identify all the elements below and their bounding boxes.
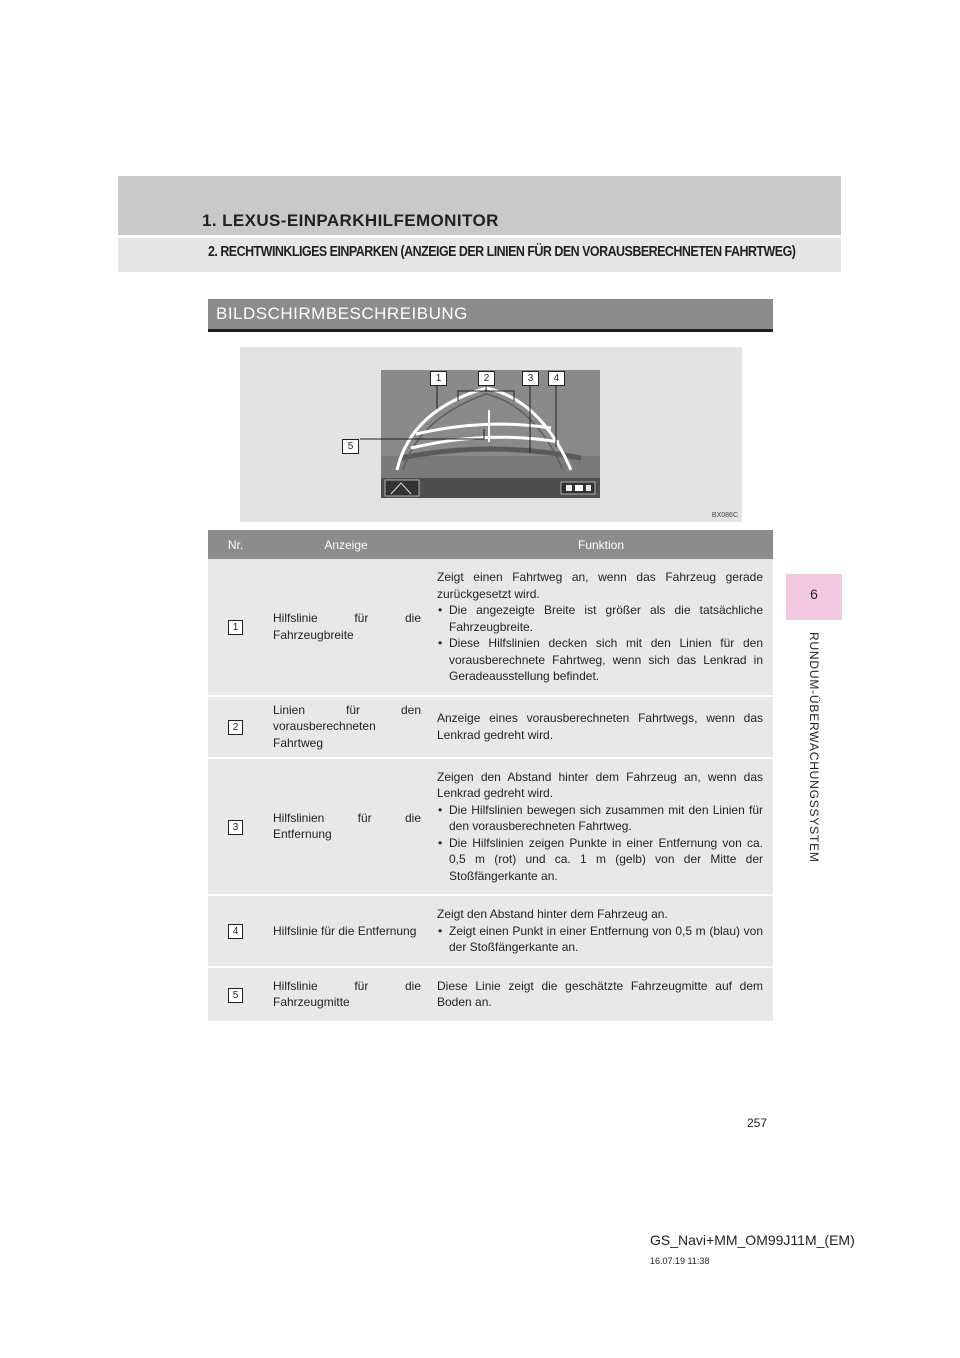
row-anzeige: Hilfslinie für die Fahrzeugmitte [263, 967, 429, 1022]
row-number: 2 [228, 720, 243, 735]
header-anzeige: Anzeige [263, 530, 429, 559]
row-funktion: Zeigt einen Fahrtweg an, wenn das Fahrzeug gerade zurückgesetzt wird. [437, 570, 763, 601]
row-number: 5 [228, 988, 243, 1003]
bullet-item: • Zeigt einen Punkt in einer Entfernung von 0,5 m (blau) von der Stoßfängerkante an. [437, 923, 763, 956]
callout-5: 5 [342, 439, 359, 454]
row-number: 3 [228, 820, 243, 835]
row-funktion: Zeigt den Abstand hinter dem Fahrzeug an. [437, 907, 668, 921]
row-anzeige: Linien für den vorausberechneten Fahrtweg [263, 696, 429, 758]
page-number: 257 [747, 1116, 768, 1130]
header-nr: Nr. [208, 530, 263, 559]
table-row [208, 559, 773, 696]
callout-1: 1 [430, 371, 447, 386]
chapter-tab-number: 6 [810, 586, 818, 602]
bullet-item: • Die Hilfslinien bewegen sich zusammen mit den Linien für den vorausberechneten Fahrtweg. [437, 802, 763, 835]
row-anzeige: Hilfslinie für die Entfernung [263, 895, 429, 967]
bullet-item: • Die angezeigte Breite ist größer als die tatsächliche Fahrzeugbreite. [437, 602, 763, 635]
row-number: 1 [228, 620, 243, 635]
figure-code: BX086C [711, 512, 738, 519]
table-row [208, 895, 773, 967]
parking-monitor-figure [240, 347, 742, 522]
row-funktion: Zeigen den Abstand hinter dem Fahrzeug an, wenn das Lenkrad gedreht wird. [437, 769, 763, 800]
box-heading-title: BILDSCHIRMBESCHREIBUNG [216, 304, 468, 323]
row-funktion: Anzeige eines vorausberechneten Fahrtwegs, wenn das Lenkrad gedreht wird. [429, 696, 773, 758]
header-divider [118, 235, 841, 238]
document-date: 16.07.19 11:38 [650, 1256, 710, 1266]
section-title: 2. RECHTWINKLIGES EINPARKEN (ANZEIGE DER LINIEN FÜR DEN VORAUSBERECHNETEN FAHRTWEG) [208, 244, 796, 260]
header-funktion: Funktion [429, 530, 773, 559]
chapter-title: 1. LEXUS-EINPARKHILFEMONITOR [202, 211, 499, 230]
table-row [208, 967, 773, 1022]
row-anzeige: Hilfslinie für die Fahrzeugbreite [263, 559, 429, 696]
row-anzeige: Hilfslinien für die Entfernung [263, 758, 429, 896]
table-header-row [208, 530, 773, 559]
callout-3: 3 [522, 371, 539, 386]
row-funktion: Diese Linie zeigt die geschätzte Fahrzeugmitte auf dem Boden an. [429, 967, 773, 1022]
callout-2: 2 [478, 371, 495, 386]
table-row [208, 758, 773, 896]
chapter-tab-label: RUNDUM-ÜBERWACHUNGSSYSTEM [807, 632, 821, 863]
box-heading [208, 299, 773, 332]
bullet-item: • Diese Hilfslinien decken sich mit den Linien für den vorausberechnete Fahrtweg, wenn sich das Lenkrad in Geradeausstellung befindet. [437, 635, 763, 685]
row-number: 4 [228, 924, 243, 939]
table-row [208, 696, 773, 758]
description-table [208, 530, 773, 1023]
bullet-item: • Die Hilfslinien zeigen Punkte in einer Entfernung von ca. 0,5 m (rot) und ca. 1 m (gelb) von der Mitte der Stoßfängerkante an. [437, 835, 763, 885]
callout-4: 4 [548, 371, 565, 386]
document-id: GS_Navi+MM_OM99J11M_(EM) [650, 1232, 855, 1248]
